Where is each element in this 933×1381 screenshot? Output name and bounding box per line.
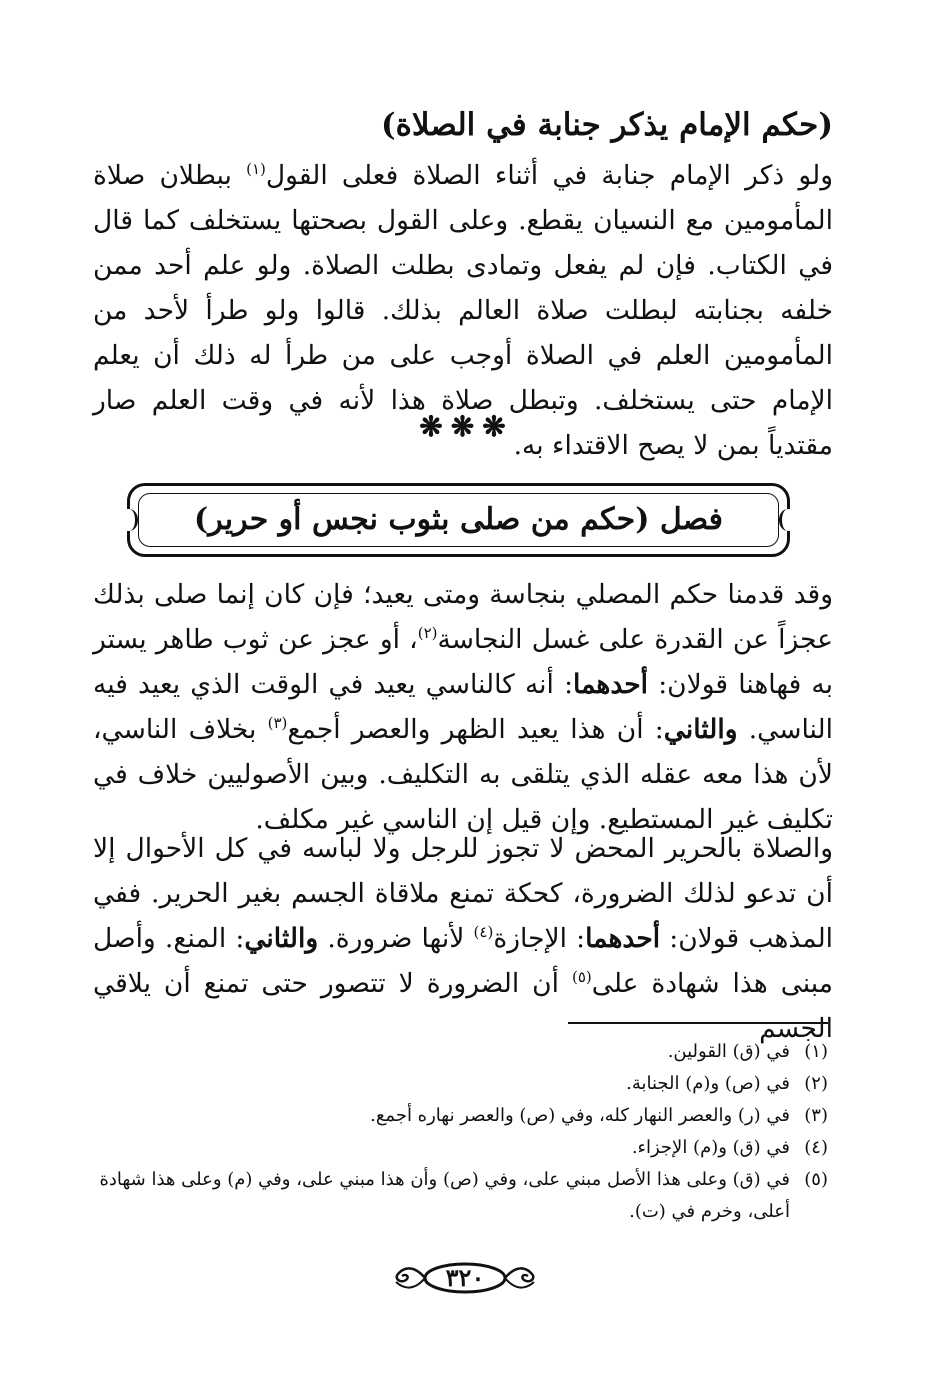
footnote-ref-3[interactable]: (٣) bbox=[267, 714, 288, 733]
para2-text-c: : أنه كالناسي يعيد في الوقت الذي يعيد فيه الناسي. bbox=[93, 669, 833, 745]
footnote-item bbox=[93, 1164, 828, 1228]
para1-text-a: ولو ذكر الإمام جنابة في أثناء الصلاة فعلى القول bbox=[265, 160, 833, 191]
para3-text-a: والصلاة بالحرير المحض لا تجوز للرجل ولا لباسه في كل الأحوال إلا أن تدعو لذلك الضرورة، كحكة تمنع ملاقاة الجسم بغير الحرير. ففي المذهب قولان: bbox=[93, 833, 834, 954]
section-separator-stars: ❋❋❋ bbox=[419, 410, 514, 443]
footnote-divider bbox=[568, 1022, 828, 1024]
footnote-text: في (ص) و(م) الجنابة. bbox=[626, 1073, 790, 1094]
footnote-item bbox=[93, 1068, 828, 1100]
footnote-item bbox=[93, 1036, 828, 1068]
footnote-text: في (ق) القولين. bbox=[667, 1041, 790, 1062]
footnote-item bbox=[93, 1100, 828, 1132]
para3-keyword-second: والثاني bbox=[244, 923, 319, 954]
footnote-ref-1[interactable]: (١) bbox=[246, 160, 266, 179]
page-number: ٣٢٠ bbox=[445, 1263, 485, 1292]
para3-keyword-first: أحدهما bbox=[585, 923, 661, 954]
para3-text-e: أن الضرورة لا تتصور حتى تمنع أن يلاقي الجسم bbox=[93, 968, 833, 1044]
chapter-title: فصل (حكم من صلى بثوب نجس أو حرير) bbox=[194, 502, 723, 537]
para2-text-d: : أن هذا يعيد الظهر والعصر أجمع bbox=[287, 714, 664, 745]
paragraph-silk bbox=[93, 826, 833, 1051]
footnote-number: (٣) bbox=[804, 1105, 828, 1126]
section-heading: (حكم الإمام يذكر جنابة في الصلاة) bbox=[380, 107, 833, 143]
page-number-ornament bbox=[380, 1258, 550, 1298]
para1-text-b: ببطلان صلاة المأمومين مع النسيان يقطع. وعلى القول بصحتها يستخلف كما قال في الكتاب. فإن لم يفعل وتمادى بطلت الصلاة. ولو علم أحد ممن خلفه بجنابته لبطلت صلاة العالم بذلك. قالوا ولو طرأ لأحد من المأمومين العلم في الصلاة أوجب على من طرأ له ذلك أن يعلم الإمام حتى يستخلف. وتبطل صلاة هذا لأنه في وقت العلم صار مقتدياً بمن لا يصح الاقتداء به. bbox=[93, 160, 833, 461]
paragraph-najis-garment bbox=[93, 572, 833, 842]
para3-text-b: : الإجازة bbox=[493, 923, 586, 954]
footnote-text: في (ر) والعصر النهار كله، وفي (ص) والعصر نهاره أجمع. bbox=[370, 1105, 790, 1126]
para2-text-e: بخلاف الناسي، لأن هذا معه عقله الذي يتلقى به التكليف. وبين الأصوليين خلاف في تكليف غير المستطيع. وإن قيل إن الناسي غير مكلف. bbox=[93, 714, 833, 835]
footnote-number: (٤) bbox=[804, 1137, 828, 1158]
footnote-number: (١) bbox=[804, 1041, 828, 1062]
para2-keyword-second: والثاني bbox=[663, 714, 738, 745]
footnote-item bbox=[93, 1132, 828, 1164]
footnote-text: في (ق) وعلى هذا الأصل مبني على، وفي (ص) وأن هذا مبني على، وفي (م) وعلى هذا شهادة أعلى، وخرم في (ت). bbox=[99, 1169, 790, 1222]
footnote-number: (٥) bbox=[804, 1169, 828, 1190]
para3-text-c: لأنها ضرورة. bbox=[318, 923, 474, 954]
para2-keyword-first: أحدهما bbox=[573, 669, 649, 700]
footnote-ref-4[interactable]: (٤) bbox=[473, 923, 494, 942]
footnotes-list bbox=[93, 1036, 828, 1228]
footnote-ref-5[interactable]: (٥) bbox=[571, 968, 592, 987]
para2-text-b: ، أو عجز عن ثوب طاهر يستر به فهاهنا قولان: bbox=[93, 624, 833, 700]
footnote-number: (٢) bbox=[804, 1073, 828, 1094]
chapter-title-frame bbox=[127, 483, 790, 557]
para3-text-d: : المنع. وأصل مبنى هذا شهادة على bbox=[93, 923, 833, 999]
footnote-ref-2[interactable]: (٢) bbox=[417, 624, 438, 643]
para2-text-a: وقد قدمنا حكم المصلي بنجاسة ومتى يعيد؛ فإن كان إنما صلى بذلك عجزاً عن القدرة على غسل النجاسة bbox=[93, 579, 834, 655]
footnote-text: في (ق) و(م) الإجزاء. bbox=[631, 1137, 790, 1158]
